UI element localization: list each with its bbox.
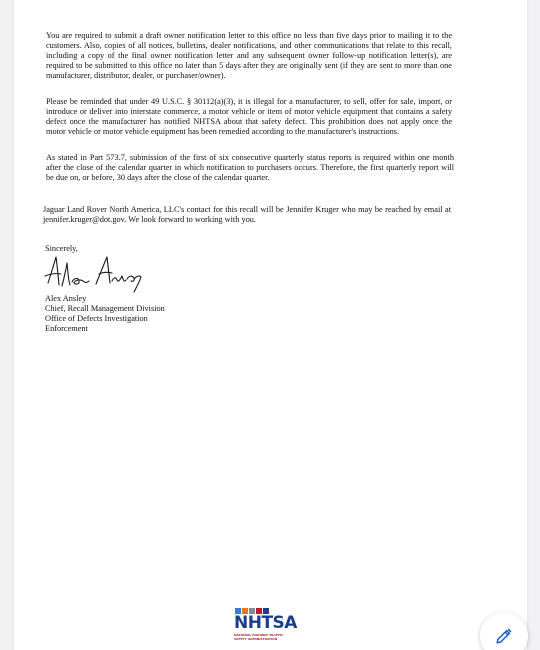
nhtsa-logo xyxy=(234,608,297,644)
paragraph-legal-reminder: Please be reminded that under 49 U.S.C. § 30112(a)(3), it is illegal for a manufacturer, to sell, offer for sale, import, or introduce or deliver into interstate commerce, a motor vehicle or item of motor vehicle equipment that contains a safety defect once the manufacturer has notified NHTSA about that safety defect. This prohibition does not apply once the motor vehicle or motor vehicle equipment has been remedied according to the manufacturer's instructions. xyxy=(46,97,452,136)
signatory-name: Alex Ansley xyxy=(45,294,87,303)
signatory-division: Enforcement xyxy=(45,324,88,333)
closing-salutation: Sincerely, xyxy=(45,244,78,253)
document-page xyxy=(14,0,527,650)
signature-block xyxy=(45,294,165,334)
pencil-edit-icon xyxy=(495,627,513,645)
handwritten-signature xyxy=(42,252,146,294)
paragraph-quarterly-reports: As stated in Part 573.7, submission of the first of six consecutive quarterly status reports is required within one month after the close of the calendar quarter in which notification to purchasers occurs. Therefore, the first quarterly report will be due on, or before, 30 days after the close of the calendar quarter. xyxy=(46,153,454,182)
logo-subtitle: NATIONAL HIGHWAY TRAFFIC SAFETY ADMINISTRATION xyxy=(234,633,284,641)
paragraph-contact: Jaguar Land Rover North America, LLC's contact for this recall will be Jennifer Kruger who may be reached by email at jennifer.kruger@dot.gov. We look forward to working with you. xyxy=(43,205,451,224)
signatory-office: Office of Defects Investigation xyxy=(45,314,148,323)
paragraph-owner-notification: You are required to submit a draft owner notification letter to this office no less than five days prior to mailing it to the customers. Also, copies of all notices, bulletins, dealer notifications, and other communications that relate to this recall, including a copy of the final owner notification letter and any subsequent owner follow-up notification letter(s), are required to be submitted to this office no later than 5 days after they are originally sent (if they are sent to more than one manufacturer, distributor, dealer, or purchaser/owner). xyxy=(46,31,452,80)
logo-wordmark: NHTSA xyxy=(234,613,297,633)
signatory-title: Chief, Recall Management Division xyxy=(45,304,165,313)
